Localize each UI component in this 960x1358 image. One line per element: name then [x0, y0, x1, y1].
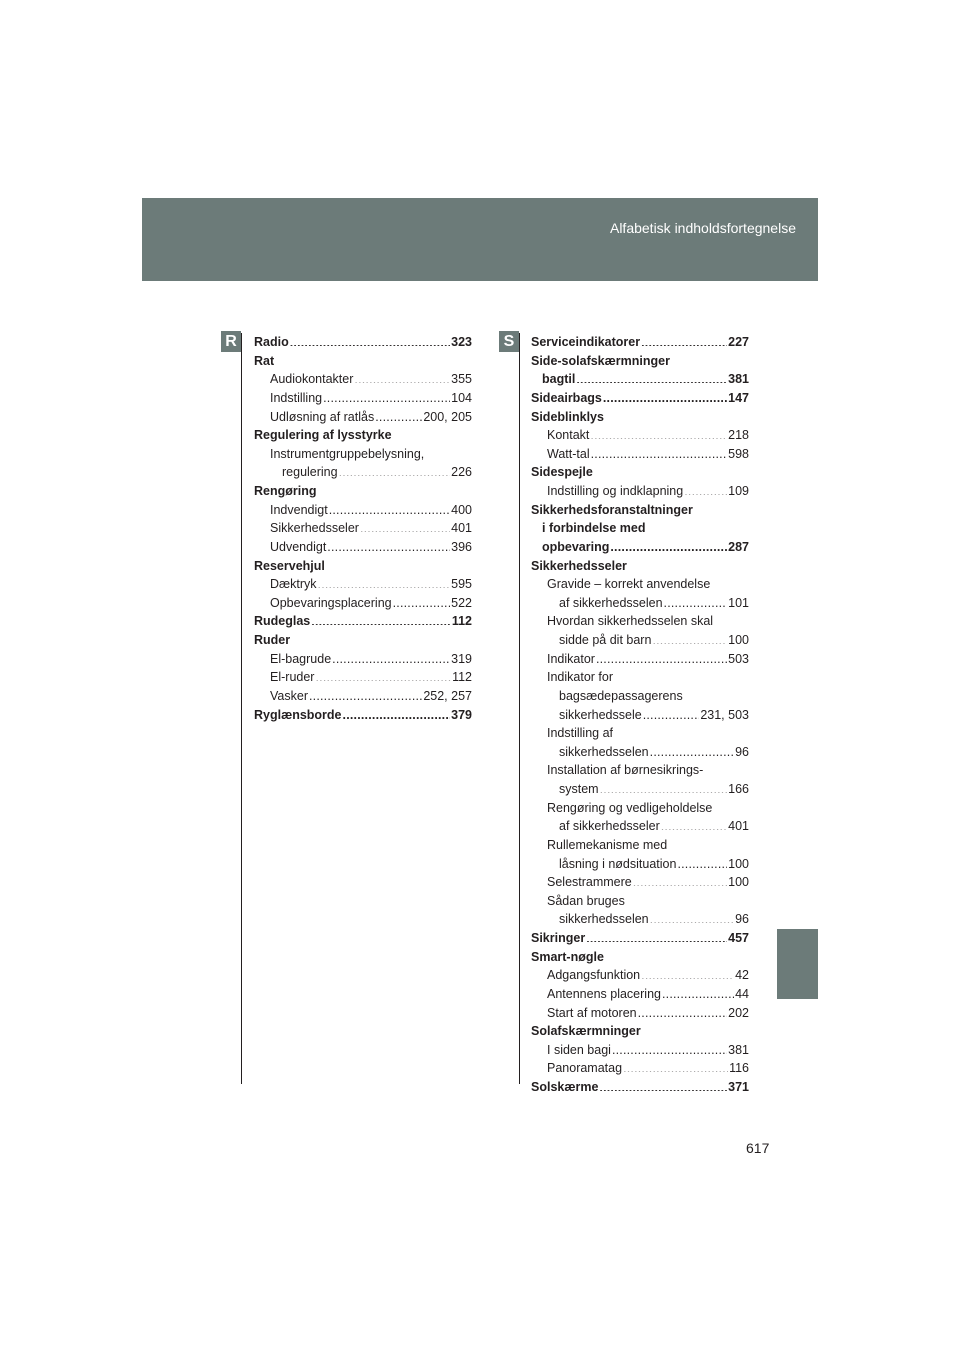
index-entry-page: 503 [728, 651, 749, 666]
index-entry-term: Indstilling [270, 390, 323, 405]
index-entry-term: Vasker [270, 688, 308, 703]
index-entry [254, 389, 472, 408]
index-entry [531, 519, 749, 538]
index-entry [531, 668, 749, 687]
index-entry-page: 112 [452, 670, 472, 685]
index-entry-page: 104 [451, 390, 472, 405]
dot-leader [599, 1079, 727, 1092]
index-entry [531, 501, 749, 520]
index-entry-page: 457 [728, 931, 749, 945]
index-entry-term: Rengøring og vedligeholdelse [547, 800, 713, 815]
dot-leader [393, 594, 451, 607]
header-title: Alfabetisk indholdsfortegnelse [609, 220, 796, 236]
index-entry-term: Installation af børnesikrings- [547, 763, 704, 778]
header-band [142, 198, 818, 281]
index-entry-term: Regulering af lysstyrke [254, 428, 392, 443]
index-entry [531, 836, 749, 855]
index-entry-term: Sikkerhedsseler [270, 521, 359, 536]
dot-leader [315, 669, 451, 682]
index-entry-page: 381 [728, 1042, 749, 1057]
index-entry-page: 323 [451, 335, 472, 349]
index-entry [531, 612, 749, 631]
dot-leader [603, 389, 727, 402]
index-entry-term: Sideblinklys [531, 409, 604, 424]
index-entry [531, 631, 749, 650]
index-entry-page: 44 [735, 986, 749, 1001]
index-entry [531, 408, 749, 427]
index-entry-term: Indstilling og indklapning [547, 484, 684, 498]
dot-leader [327, 538, 450, 551]
index-entry-term: Instrumentgruppebelysning, [270, 446, 425, 461]
index-entry [531, 1022, 749, 1041]
dot-leader [664, 594, 728, 607]
index-entry-term: Indstilling af [547, 726, 614, 741]
dot-leader [323, 389, 450, 402]
index-entry [531, 352, 749, 371]
dot-leader [329, 501, 450, 514]
dot-leader [576, 371, 727, 384]
index-entry [254, 650, 472, 669]
index-entry-page: 116 [729, 1061, 749, 1076]
index-entry [531, 650, 749, 669]
dot-leader [633, 874, 727, 887]
index-entry-page: 218 [728, 428, 749, 443]
dot-leader [360, 520, 450, 533]
index-entry-term: system [559, 782, 599, 796]
dot-leader [643, 706, 700, 719]
index-entry-term: Opbevaringsplacering [270, 595, 392, 610]
index-entry [531, 426, 749, 445]
index-entry-term: Indvendigt [270, 502, 328, 517]
index-entry-page: 401 [728, 819, 749, 834]
dot-leader [591, 445, 728, 458]
index-entry [254, 557, 472, 576]
index-entry-term: Sådan bruges [547, 893, 625, 908]
dot-leader [311, 613, 451, 626]
index-entry-page: 396 [451, 539, 472, 554]
index-entry-term: El-ruder [270, 670, 315, 685]
index-entry-term: Sikkerhedsforanstaltninger [531, 502, 693, 517]
index-entry [531, 910, 749, 929]
index-entry [254, 594, 472, 613]
index-entry [531, 948, 749, 967]
index-entry-page: 112 [451, 614, 472, 629]
index-entry [254, 687, 472, 706]
index-entry-term: Adgangsfunktion [547, 968, 641, 983]
index-entry-term: Indikator [547, 651, 595, 666]
index-entry [531, 557, 749, 576]
index-entry-term: sikkerhedssele [559, 707, 642, 722]
index-entry-term: Hvordan sikkerhedsselen skal [547, 614, 714, 629]
side-thumb-tab [777, 929, 818, 999]
index-entry-term: Ryglænsborde [254, 707, 342, 722]
index-entry-term: Sikringer [531, 931, 586, 945]
index-entry-page: 252, 257 [423, 688, 472, 703]
index-entry [254, 408, 472, 427]
column-divider-r [241, 333, 242, 1084]
index-entry-page: 355 [451, 372, 472, 387]
index-entry-page: 598 [728, 446, 749, 461]
index-entry-term: Audiokontakter [270, 372, 354, 387]
dot-leader [641, 334, 727, 347]
index-entry [531, 1004, 749, 1023]
index-entry-term: Reservehjul [254, 558, 325, 573]
dot-leader [332, 650, 450, 663]
index-entry-page: 522 [451, 595, 472, 610]
index-entry [531, 873, 749, 892]
index-entry [531, 1041, 749, 1060]
dot-leader [650, 911, 734, 924]
dot-leader [354, 371, 450, 384]
index-entry [254, 631, 472, 650]
index-entry-term: opbevaring [542, 539, 610, 554]
index-entry [254, 482, 472, 501]
index-entry [531, 966, 749, 985]
index-entry-term: Serviceindikatorer [531, 335, 641, 349]
dot-leader [638, 1004, 728, 1017]
dot-leader [318, 576, 451, 589]
dot-leader [610, 538, 727, 551]
index-entry-term: Rudeglas [254, 614, 311, 629]
index-entry [531, 687, 749, 706]
index-entry-page: 595 [451, 577, 472, 592]
index-entry [254, 333, 472, 352]
page-number: 617 [746, 1140, 770, 1156]
index-entry [531, 594, 749, 613]
index-entry-term: Smart-nøgle [531, 949, 604, 964]
index-entry [531, 389, 749, 408]
dot-leader [641, 967, 734, 980]
index-entry-page: 96 [735, 912, 749, 927]
index-entry-term: I siden bagi [547, 1042, 611, 1057]
index-entry [531, 538, 749, 557]
dot-leader [343, 706, 451, 719]
index-entry-page: 381 [728, 372, 749, 387]
index-entry-page: 400 [451, 502, 472, 517]
index-entry-term: sikkerhedsselen [559, 744, 649, 759]
index-entry-term: Side-solafskærmninger [531, 353, 670, 368]
index-entry-page: 319 [451, 651, 472, 666]
index-entry [531, 855, 749, 874]
index-entry-term: Watt-tal [547, 446, 590, 461]
index-entry-term: af sikkerhedsseler [559, 819, 660, 834]
dot-leader [290, 334, 450, 347]
index-entry-term: Gravide – korrekt anvendelse [547, 577, 711, 592]
index-entry-term: Antennens placering [547, 986, 661, 1001]
index-entry-page: 379 [451, 707, 472, 722]
index-entry-term: Indikator for [547, 670, 614, 685]
index-entry [531, 724, 749, 743]
index-entry [531, 761, 749, 780]
index-entry [254, 426, 472, 445]
dot-leader [677, 855, 727, 868]
index-entry-term: Solskærme [531, 1080, 599, 1094]
index-entry-term: Panoramatag [547, 1061, 623, 1076]
dot-leader [586, 930, 727, 943]
index-entry [531, 1078, 749, 1097]
index-entry [254, 352, 472, 371]
index-entry-term: Rengøring [254, 484, 317, 498]
section-letter-r: R [221, 331, 241, 352]
dot-leader [590, 427, 727, 440]
index-entry [531, 575, 749, 594]
index-entry-term: El-bagrude [270, 651, 332, 666]
dot-leader [612, 1041, 727, 1054]
index-entry-term: af sikkerhedsselen [559, 595, 663, 610]
dot-leader [661, 818, 727, 831]
index-entry-page: 100 [728, 633, 749, 647]
dot-leader [339, 464, 451, 477]
index-entry [254, 706, 472, 725]
index-entry-term: bagtil [542, 372, 576, 387]
index-entry-term: Kontakt [547, 428, 590, 443]
section-letter-s: S [499, 331, 519, 352]
index-entry-term: regulering [282, 465, 338, 480]
dot-leader [684, 483, 727, 496]
index-entry-term: bagsædepassagerens [559, 688, 683, 703]
index-column-s [531, 333, 749, 1097]
index-column-r [254, 333, 472, 724]
dot-leader [662, 985, 734, 998]
index-entry [531, 743, 749, 762]
index-entry [531, 817, 749, 836]
index-entry-page: 101 [728, 595, 749, 610]
index-entry [531, 892, 749, 911]
index-entry-page: 401 [451, 521, 472, 536]
index-entry-page: 166 [728, 782, 749, 796]
index-entry-term: Selestrammere [547, 875, 632, 890]
index-entry-page: 42 [735, 968, 749, 983]
index-entry-page: 227 [728, 335, 749, 349]
dot-leader [600, 781, 728, 794]
index-entry-page: 371 [728, 1080, 749, 1094]
column-divider-s [519, 333, 520, 1084]
index-entry [254, 519, 472, 538]
index-entry-page: 100 [728, 875, 749, 890]
index-entry-term: Udløsning af ratlås [270, 409, 375, 424]
index-entry-term: Solafskærmninger [531, 1024, 641, 1039]
index-entry-page: 100 [728, 856, 749, 871]
index-entry [254, 463, 472, 482]
index-entry [254, 575, 472, 594]
index-entry-term: Radio [254, 335, 289, 349]
index-entry-term: i forbindelse med [542, 521, 646, 536]
index-entry [531, 799, 749, 818]
dot-leader [596, 650, 727, 663]
index-entry-term: Sideairbags [531, 390, 602, 405]
index-entry [531, 482, 749, 501]
dot-leader [650, 743, 734, 756]
index-entry-term: Rullemekanisme med [547, 837, 668, 852]
index-entry-term: sidde på dit barn [559, 633, 652, 647]
index-entry [531, 445, 749, 464]
index-entry [531, 985, 749, 1004]
index-entry-term: Ruder [254, 633, 291, 647]
dot-leader [375, 408, 422, 421]
index-entry-term: Udvendigt [270, 539, 327, 554]
index-entry [254, 445, 472, 464]
dot-leader [623, 1060, 728, 1073]
index-entry-term: låsning i nødsituation [559, 856, 677, 871]
index-entry-page: 109 [728, 484, 749, 498]
index-entry [531, 929, 749, 948]
index-entry [254, 668, 472, 687]
index-entry-page: 96 [735, 744, 749, 759]
index-entry [531, 333, 749, 352]
index-entry [531, 463, 749, 482]
index-entry [254, 370, 472, 389]
index-entry-page: 202 [728, 1005, 749, 1020]
index-entry-term: sikkerhedsselen [559, 912, 649, 927]
index-entry-page: 226 [451, 465, 472, 480]
index-entry-page: 147 [728, 390, 749, 405]
index-entry-term: Sikkerhedsseler [531, 558, 627, 573]
index-entry-term: Rat [254, 353, 275, 368]
index-entry-page: 287 [728, 539, 749, 554]
index-entry-term: Start af motoren [547, 1005, 637, 1020]
index-entry [531, 780, 749, 799]
index-entry [254, 612, 472, 631]
index-entry [254, 501, 472, 520]
index-entry-page: 200, 205 [423, 409, 472, 424]
index-entry [531, 1059, 749, 1078]
index-entry-term: Dæktryk [270, 577, 317, 592]
index-entry [531, 370, 749, 389]
dot-leader [309, 687, 422, 700]
dot-leader [652, 632, 727, 645]
index-entry [254, 538, 472, 557]
index-entry [531, 706, 749, 725]
index-entry-page: 231, 503 [700, 707, 749, 722]
index-entry-term: Sidespejle [531, 465, 593, 480]
